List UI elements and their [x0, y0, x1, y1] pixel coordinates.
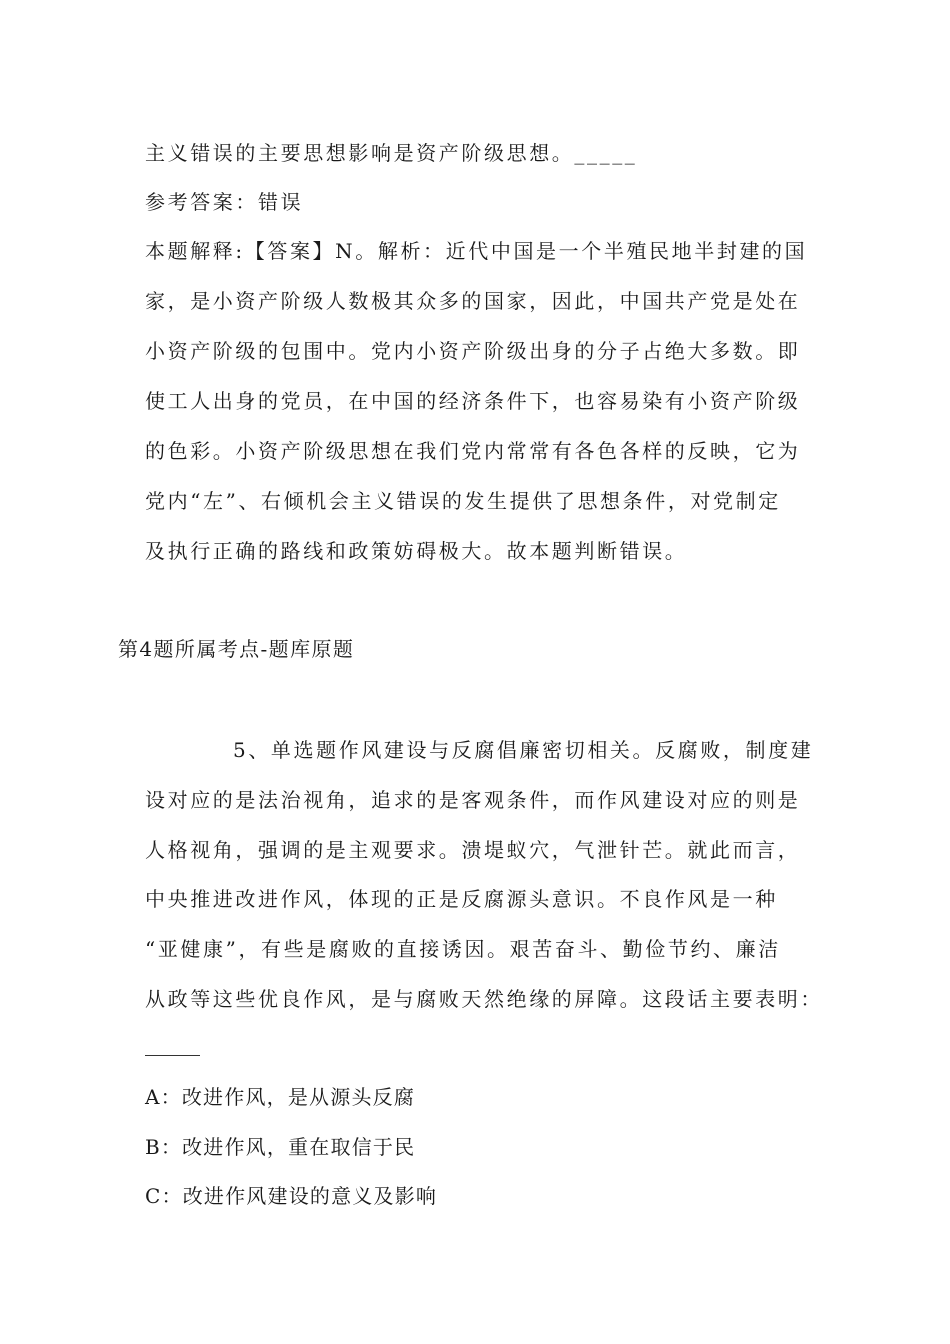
- explanation-line: 家，是小资产阶级人数极其众多的国家，因此，中国共产党是处在: [145, 289, 801, 313]
- explanation-line: 的色彩。小资产阶级思想在我们党内常常有各色各样的反映，它为: [145, 439, 801, 463]
- option-b: B：改进作风，重在取信于民: [145, 1135, 416, 1159]
- q5-stem-line: 人格视角，强调的是主观要求。溃堤蚁穴，气泄针芒。就此而言，: [145, 838, 801, 862]
- q4-answer: 参考答案：错误: [145, 190, 304, 214]
- answer-blank: [145, 1055, 200, 1056]
- q5-stem-line: “亚健康”，有些是腐败的直接诱因。艰苦奋斗、勤俭节约、廉洁: [145, 937, 781, 961]
- explanation-line: 本题解释:【答案】N。解析：近代中国是一个半殖民地半封建的国: [145, 239, 808, 263]
- explanation-line: 及执行正确的路线和政策妨碍极大。故本题判断错误。: [145, 539, 688, 563]
- q4-topic: 第4题所属考点-题库原题: [118, 637, 355, 661]
- q5-stem-line: 从政等这些优良作风，是与腐败天然绝缘的屏障。这段话主要表明：: [145, 987, 823, 1011]
- explanation-line: 党内“左”、右倾机会主义错误的发生提供了思想条件，对党制定: [145, 489, 781, 513]
- explanation-line: 小资产阶级的包围中。党内小资产阶级出身的分子占绝大多数。即: [145, 339, 801, 363]
- q4-stem-end: 主义错误的主要思想影响是资产阶级思想。_____: [145, 141, 638, 165]
- option-c: C：改进作风建设的意义及影响: [145, 1184, 438, 1208]
- q5-stem-line: 中央推进改进作风，体现的正是反腐源头意识。不良作风是一种: [145, 887, 778, 911]
- option-a: A：改进作风，是从源头反腐: [145, 1085, 416, 1109]
- q5-stem-line: 5、单选题作风建设与反腐倡廉密切相关。反腐败，制度建: [233, 738, 814, 762]
- explanation-line: 使工人出身的党员，在中国的经济条件下，也容易染有小资产阶级: [145, 389, 801, 413]
- q5-stem-line: 设对应的是法治视角，追求的是客观条件，而作风建设对应的则是: [145, 788, 801, 812]
